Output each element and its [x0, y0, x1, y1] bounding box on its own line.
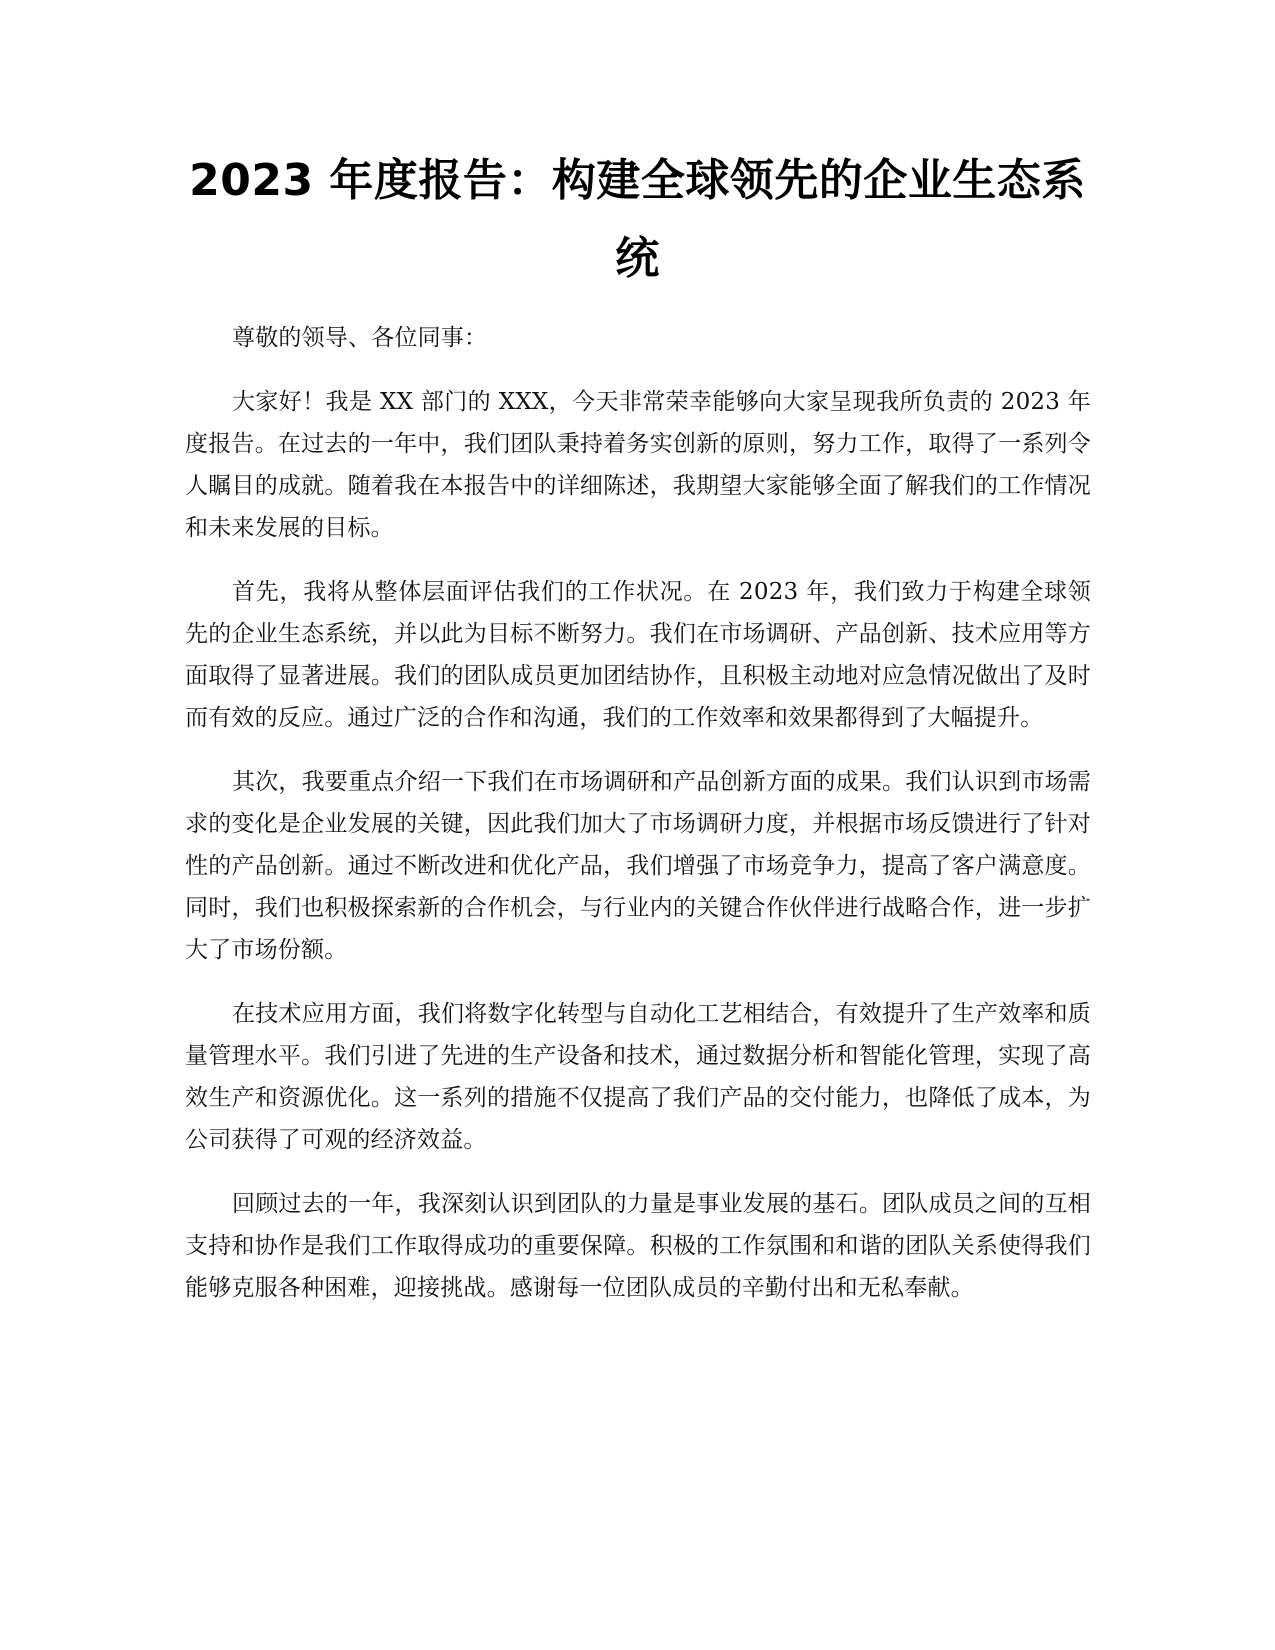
paragraph-technology: 在技术应用方面，我们将数字化转型与自动化工艺相结合，有效提升了生产效率和质量管理水平。我们引进了先进的生产设备和技术，通过数据分析和智能化管理，实现了高效生产和资源优化。这一系列的措施不仅提高了我们产品的交付能力，也降低了成本，为公司获得了可观的经济效益。 — [185, 1001, 1091, 1153]
paragraph-team: 回顾过去的一年，我深刻认识到团队的力量是事业发展的基石。团队成员之间的互相支持和协作是我们工作取得成功的重要保障。积极的工作氛围和和谐的团队关系使得我们能够克服各种困难，迎接挑战。感谢每一位团队成员的辛勤付出和无私奉献。 — [185, 1191, 1091, 1301]
document-body — [185, 317, 1091, 1331]
salutation: 尊敬的领导、各位同事： — [232, 325, 488, 351]
paragraph-market-innovation: 其次，我要重点介绍一下我们在市场调研和产品创新方面的成果。我们认识到市场需求的变化是企业发展的关键，因此我们加大了市场调研力度，并根据市场反馈进行了针对性的产品创新。通过不断改进和优化产品，我们增强了市场竞争力，提高了客户满意度。同时，我们也积极探索新的合作机会，与行业内的关键合作伙伴进行战略合作，进一步扩大了市场份额。 — [185, 769, 1091, 963]
paragraph-intro: 大家好！我是 XX 部门的 XXX，今天非常荣幸能够向大家呈现我所负责的 2023 年度报告。在过去的一年中，我们团队秉持着务实创新的原则，努力工作，取得了一系列令人瞩目的成就。随着我在本报告中的详细陈述，我期望大家能够全面了解我们的工作情况和未来发展的目标。 — [185, 389, 1091, 541]
paragraph-overview: 首先，我将从整体层面评估我们的工作状况。在 2023 年，我们致力于构建全球领先的企业生态系统，并以此为目标不断努力。我们在市场调研、产品创新、技术应用等方面取得了显著进展。我们的团队成员更加团结协作，且积极主动地对应急情况做出了及时而有效的反应。通过广泛的合作和沟通，我们的工作效率和效果都得到了大幅提升。 — [185, 579, 1091, 731]
document-title: 2023 年度报告：构建全球领先的企业生态系统 — [189, 155, 1086, 284]
